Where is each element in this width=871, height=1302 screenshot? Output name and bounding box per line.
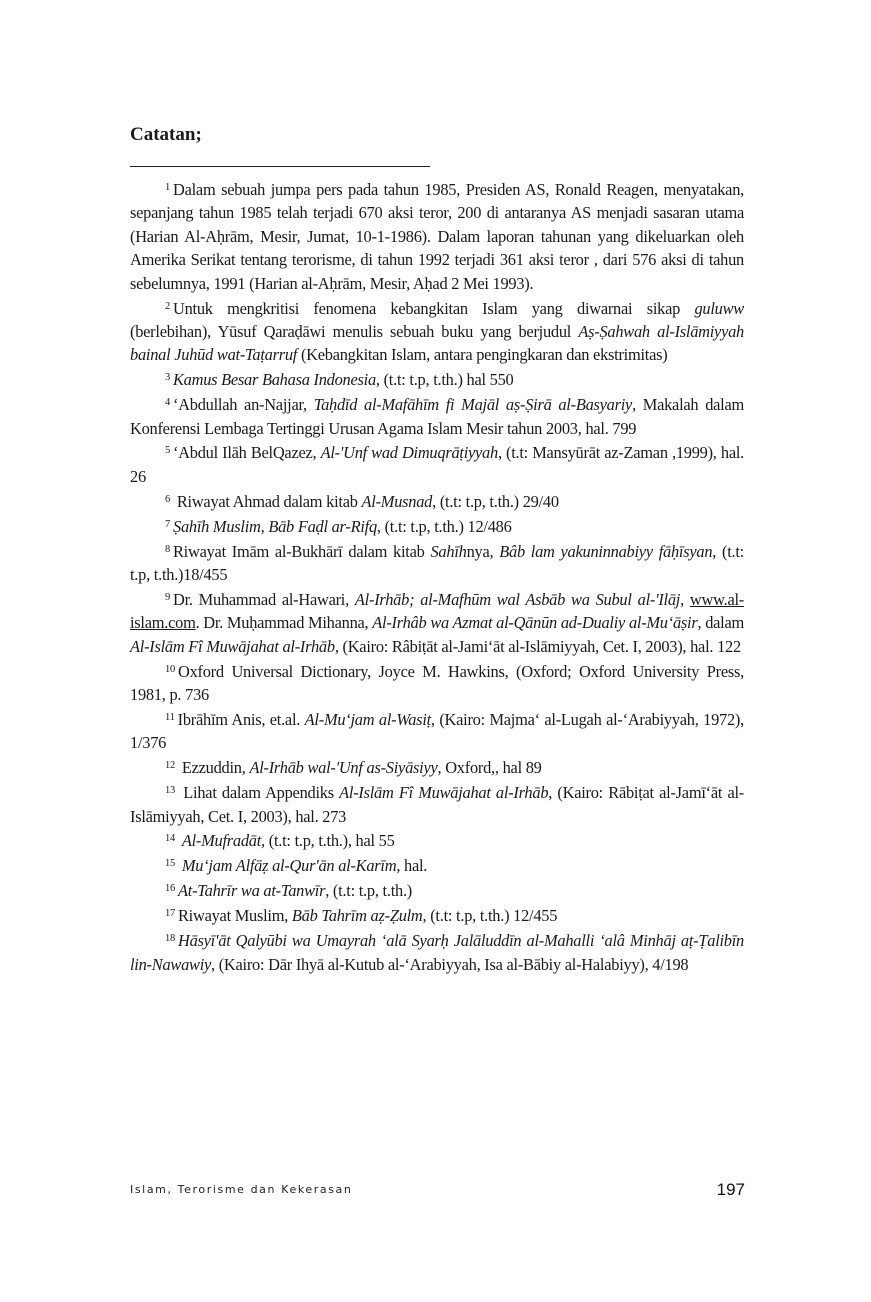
footnote: [130, 588, 744, 658]
footnote: [130, 756, 744, 779]
italic-title: Ṣahīh Muslim: [173, 516, 261, 536]
footnote-text: Riwayat Imām al-Bukhārī dalam kitab: [173, 541, 431, 561]
italic-title: Kamus Besar Bahasa Indonesia: [173, 370, 376, 390]
url-link[interactable]: www.al-islam.com: [130, 589, 744, 633]
footnote-text: , Oxford,, hal 89: [437, 758, 542, 778]
footnote-text: , (Kairo: Majma‘ al-Lugah al-‘Arabiyyah, 1972), 1/376: [130, 709, 744, 753]
page-number: 197: [716, 1180, 745, 1199]
footnote-text: (Kebangkitan Islam, antara pengingkaran dan ekstrimitas): [297, 345, 668, 365]
footnote-text: . Dr. Muḥammad Mihanna,: [195, 613, 373, 633]
footnote-text: , (t.t: Mansyūrāt az-Zaman ,1999), hal. 26: [130, 443, 744, 486]
footnote-text: , (t.t: t.p, t.th.) 29/40: [432, 491, 559, 511]
footnote-text: ‘Abdul Ilāh BelQazez,: [173, 443, 321, 463]
italic-title: Mu‘jam Alfāẓ al-Qur'ān al-Karīm: [181, 856, 397, 876]
italic-title: Al-'Unf wad Dimuqrāṭiyyah: [320, 443, 498, 463]
footnote-number: 15: [165, 858, 175, 870]
footnote-number: 17: [165, 908, 175, 920]
footnote-text: Riwayat Ahmad dalam kitab: [173, 491, 362, 511]
footnote-number: 6: [165, 493, 170, 505]
footnote-text: , (Kairo: Râbiṭāt al-Jami‘āt al-Islāmiyyah, Cet. I, 2003), hal. 122: [334, 636, 741, 656]
footnote: [130, 368, 744, 391]
italic-title: Taḥdīd al-Mafāhīm fi Majāl aṣ-Ṣirā al-Basyariy: [313, 395, 633, 415]
footnote-text: Ibrāhīm Anis, et.al.: [177, 709, 305, 729]
footnote-text: , (Kairo: Rābiṭat al-Jamī‘āt al-Islāmiyyah, Cet. I, 2003), hal. 273: [130, 783, 744, 826]
footnote: [130, 441, 744, 488]
footnote-text: , (t.t: t.p, t.th.) hal 550: [375, 370, 514, 390]
running-title: Islam, Terorisme dan Kekerasan: [130, 1183, 353, 1196]
italic-title: guluww: [694, 298, 744, 318]
footnote-text: , (t.t: t.p, t.th.)18/455: [130, 541, 744, 584]
footnote-text: Oxford Universal Dictionary, Joyce M. Hawkins, (Oxford; Oxford University Press, 1981, p. 736: [130, 661, 744, 705]
footnote: [130, 904, 744, 927]
footnote-number: 1: [165, 182, 170, 193]
italic-title: Al-Irhāb; al-Mafhūm wal Asbāb wa Subul al-'Ilāj: [354, 589, 681, 609]
italic-title: Al-Musnad: [361, 491, 433, 511]
footnote: [130, 515, 744, 538]
footnote: [130, 178, 744, 295]
italic-title: Bâb lam yakuninnabiyy fāḥīsyan: [499, 541, 713, 561]
footnote: [130, 879, 744, 902]
footnote-text: , Makalah dalam Konferensi Lembaga Tertinggi Urusan Agama Islam Mesir tahun 2003, hal. 799: [130, 395, 744, 438]
footnote-text: ‘Abdullah an-Najjar,: [173, 395, 314, 415]
footnote-separator: [130, 166, 430, 167]
italic-title: Al-Islām Fî Muwājahat al-Irhāb: [339, 783, 549, 803]
footnote: [130, 540, 744, 587]
footnote: [130, 660, 744, 707]
footnote-text: , hal.: [396, 856, 428, 876]
footnote: [130, 929, 744, 976]
footnotes-list: [130, 178, 744, 977]
italic-title: Al-Irhāb wal-'Unf as-Siyāsiyy: [249, 758, 438, 778]
italic-title: Sahīh: [430, 541, 467, 561]
footnote-text: ,: [260, 516, 269, 536]
footnote: [130, 490, 744, 513]
footnote-number: 12: [165, 760, 175, 772]
notes-heading: Catatan;: [130, 124, 202, 145]
footnote-text: (t.t: t.p, t.th.), hal 55: [264, 831, 395, 851]
footnote-number: 11: [165, 711, 175, 723]
footnote-text: (berlebihan), Yūsuf Qaraḍāwi menulis sebuah buku yang berjudul: [130, 321, 579, 341]
footnote-text: , (Kairo: Dār Ihyā al-Kutub al-‘Arabiyyah, Isa al-Bābiy al-Halabiyy), 4/198: [211, 954, 689, 974]
footnote-text: Dalam sebuah jumpa pers pada tahun 1985, Presiden AS, Ronald Reagen, menyatakan, sepanjang tahun 1985 telah terjadi 670 aksi teror, 200 di antaranya AS menjadi sasaran utama (Harian Al-Aḥrām, Mesir, Jumat, 10-1-1986). Dalam laporan tahunan yang dikeluarkan oleh Amerika Serikat tentang terorisme, di tahun 1992 terjadi 361 aksi teror , dari 576 aksi di tahun sebelumnya, 1991 (Harian al-Aḥrām, Mesir, Aḥad 2 Mei 1993).: [130, 180, 744, 293]
footnote-number: 4: [165, 397, 170, 409]
footnote-number: 16: [165, 883, 175, 895]
italic-title: Al-Islām Fî Muwājahat al-Irhāb: [130, 636, 335, 656]
footnote: [130, 781, 744, 828]
footnote-text: Dr. Muhammad al-Hawari,: [173, 589, 355, 609]
footnote-text: Ezzuddin,: [178, 758, 250, 778]
italic-title: At-Tahrīr wa at-Tanwīr: [178, 881, 326, 901]
footnote-number: 7: [165, 518, 170, 530]
footnote-number: 13: [165, 785, 175, 797]
italic-title: Al-Mufradāt,: [181, 831, 265, 851]
italic-title: Al-Irhâb wa Azmat al-Qānūn ad-Dualiy al-Mu‘āṣir: [372, 613, 698, 633]
footnote: [130, 854, 744, 877]
footnote-number: 9: [165, 591, 170, 603]
italic-title: Hāsyī'āt Qalyūbi wa Umayrah ‘alā Syarḥ Jalāluddīn al-Mahalli ‘alâ Minhāj aṭ-Ṭalibīn lin-Nawawiy: [130, 931, 744, 974]
footnote-text: Untuk mengkritisi fenomena kebangkitan Islam yang diwarnai sikap: [173, 298, 695, 318]
footnote-number: 10: [165, 663, 175, 675]
footnote-number: 3: [165, 372, 170, 384]
footnote: [130, 297, 744, 367]
footnote-text: , dalam: [697, 613, 744, 633]
footnote-number: 2: [165, 300, 170, 312]
footnote-number: 18: [165, 933, 175, 945]
footnote-text: ,: [680, 589, 690, 609]
italic-title: Bāb Faḍl ar-Rifq: [268, 516, 377, 536]
footnote-number: 14: [165, 833, 175, 845]
italic-title: Al-Mu‘jam al-Wasiṭ: [304, 709, 431, 729]
footnote-number: 8: [165, 543, 170, 555]
footnote: [130, 829, 744, 852]
italic-title: Bāb Tahrīm aẓ-Ẓulm: [291, 906, 423, 926]
footnote-text: nya,: [466, 541, 500, 561]
footnote-number: 5: [165, 445, 170, 457]
footnote-text: , (t.t: t.p, t.th.): [325, 881, 412, 901]
footnote: [130, 708, 744, 755]
footnote-text: , (t.t: t.p, t.th.) 12/486: [376, 516, 512, 536]
footnote-text: , (t.t: t.p, t.th.) 12/455: [422, 906, 558, 926]
footnote: [130, 393, 744, 440]
italic-title: Aṣ-Ṣahwah al-Islāmiyyah bainal Juhūd wat-Taṭarruf: [130, 321, 745, 365]
footnote-text: Riwayat Muslim,: [178, 906, 292, 926]
footnote-text: Lihat dalam Appendiks: [178, 783, 340, 803]
